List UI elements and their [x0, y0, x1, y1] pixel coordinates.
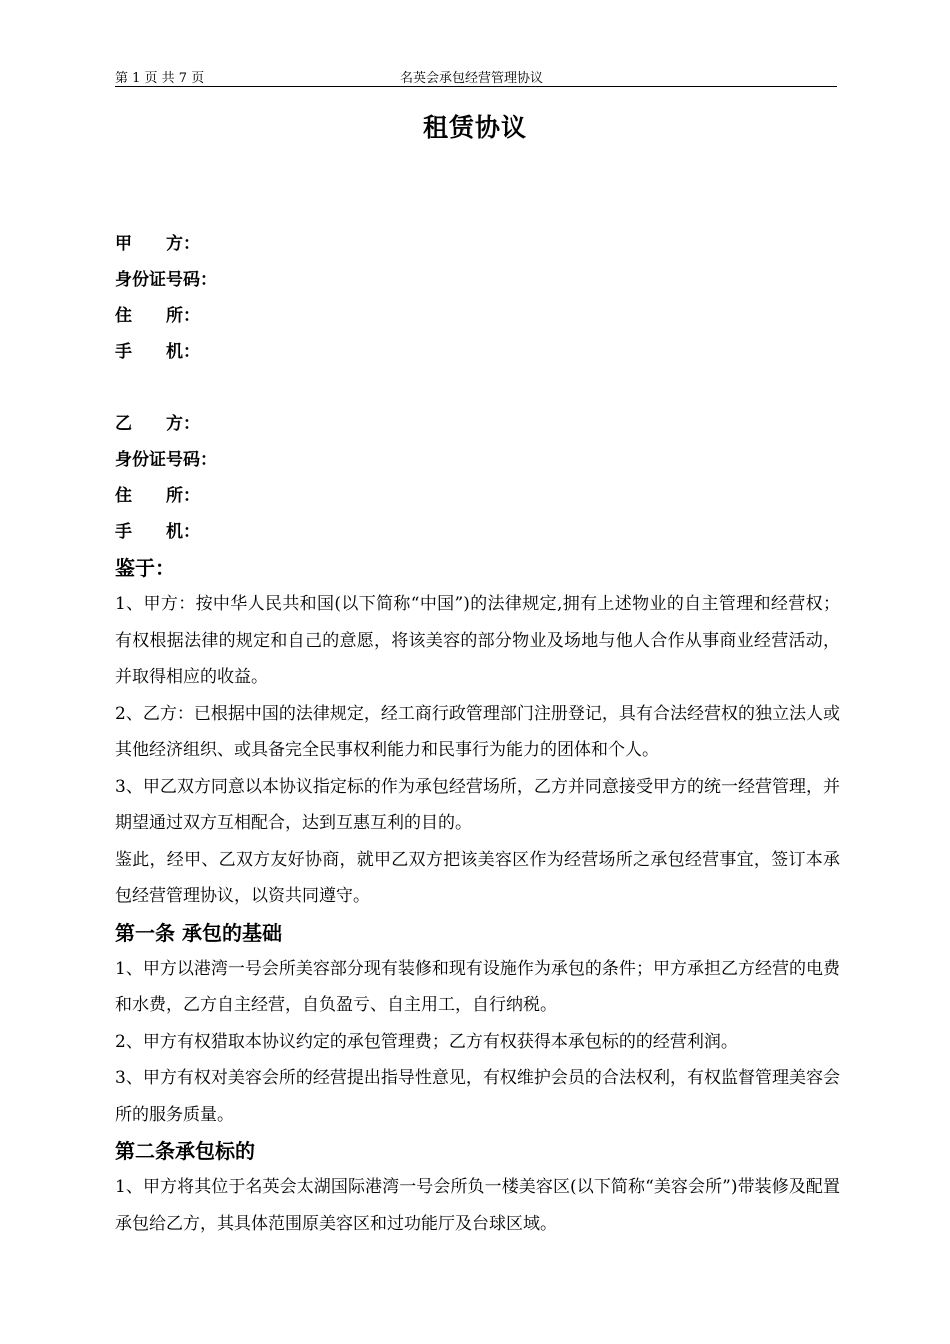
article-1-heading: 第一条 承包的基础	[115, 920, 282, 945]
article-2-paragraph: 1、甲方将其位于名英会太湖国际港湾一号会所负一楼美容区(以下简称“美容会所”)带装修及配置承包给乙方，其具体范围原美容区和过功能厅及台球区域。	[115, 1177, 840, 1234]
page-number: 第 1 页 共 7 页	[115, 71, 205, 86]
field-label: 手 机：	[115, 342, 200, 362]
article-1-paragraph: 2、甲方有权猎取本协议约定的承包管理费；乙方有权获得本承包标的的经营利润。	[115, 1031, 738, 1052]
whereas-paragraph: 鉴此，经甲、乙双方友好协商，就甲乙双方把该美容区作为经营场所之承包经营事宜，签订本承包经营管理协议，以资共同遵守。	[115, 849, 840, 906]
blank-line	[115, 370, 840, 406]
whereas-paragraph: 1、甲方：按中华人民共和国(以下简称“中国”)的法律规定,拥有上述物业的自主管理和经营权；有权根据法律的规定和自己的意愿，将该美容的部分物业及场地与他人合作从事商业经营活动，并取得相应的收益。	[115, 594, 840, 687]
field-label: 住 所：	[115, 306, 200, 326]
field-label: 身份证号码：	[115, 270, 217, 290]
article-2-heading: 第二条承包标的	[115, 1139, 255, 1163]
document-body	[115, 226, 840, 1242]
whereas-heading: 鉴于：	[115, 556, 175, 580]
article-1-paragraph: 3、甲方有权对美容会所的经营提出指导性意见，有权维护会员的合法权利，有权监督管理美容会所的服务质量。	[115, 1068, 840, 1125]
article-1-paragraph: 1、甲方以港湾一号会所美容部分现有装修和现有设施作为承包的条件；甲方承担乙方经营的电费和水费，乙方自主经营，自负盈亏、自主用工，自行纳税。	[115, 958, 840, 1015]
page-header	[115, 66, 837, 87]
document-title: 租赁协议	[422, 113, 527, 142]
party-a-id-field	[115, 262, 840, 298]
field-label: 手 机：	[115, 522, 200, 542]
party-b-name-field	[115, 406, 840, 442]
party-a-address-field	[115, 298, 840, 334]
field-label: 身份证号码：	[115, 450, 217, 470]
party-b-phone-field	[115, 514, 840, 550]
party-a-phone-field	[115, 334, 840, 370]
party-a-name-field	[115, 226, 840, 262]
whereas-paragraph: 2、乙方：已根据中国的法律规定，经工商行政管理部门注册登记，具有合法经营权的独立法人或其他经济组织、或具备完全民事权利能力和民事行为能力的团体和个人。	[115, 703, 840, 760]
field-label: 甲 方：	[115, 234, 200, 254]
field-label: 乙 方：	[115, 414, 200, 434]
field-label: 住 所：	[115, 486, 200, 506]
header-document-name: 名英会承包经营管理协议	[400, 71, 544, 86]
whereas-paragraph: 3、甲乙双方同意以本协议指定标的作为承包经营场所，乙方并同意接受甲方的统一经营管理，并期望通过双方互相配合，达到互惠互利的目的。	[115, 776, 840, 833]
party-b-id-field	[115, 442, 840, 478]
party-b-address-field	[115, 478, 840, 514]
